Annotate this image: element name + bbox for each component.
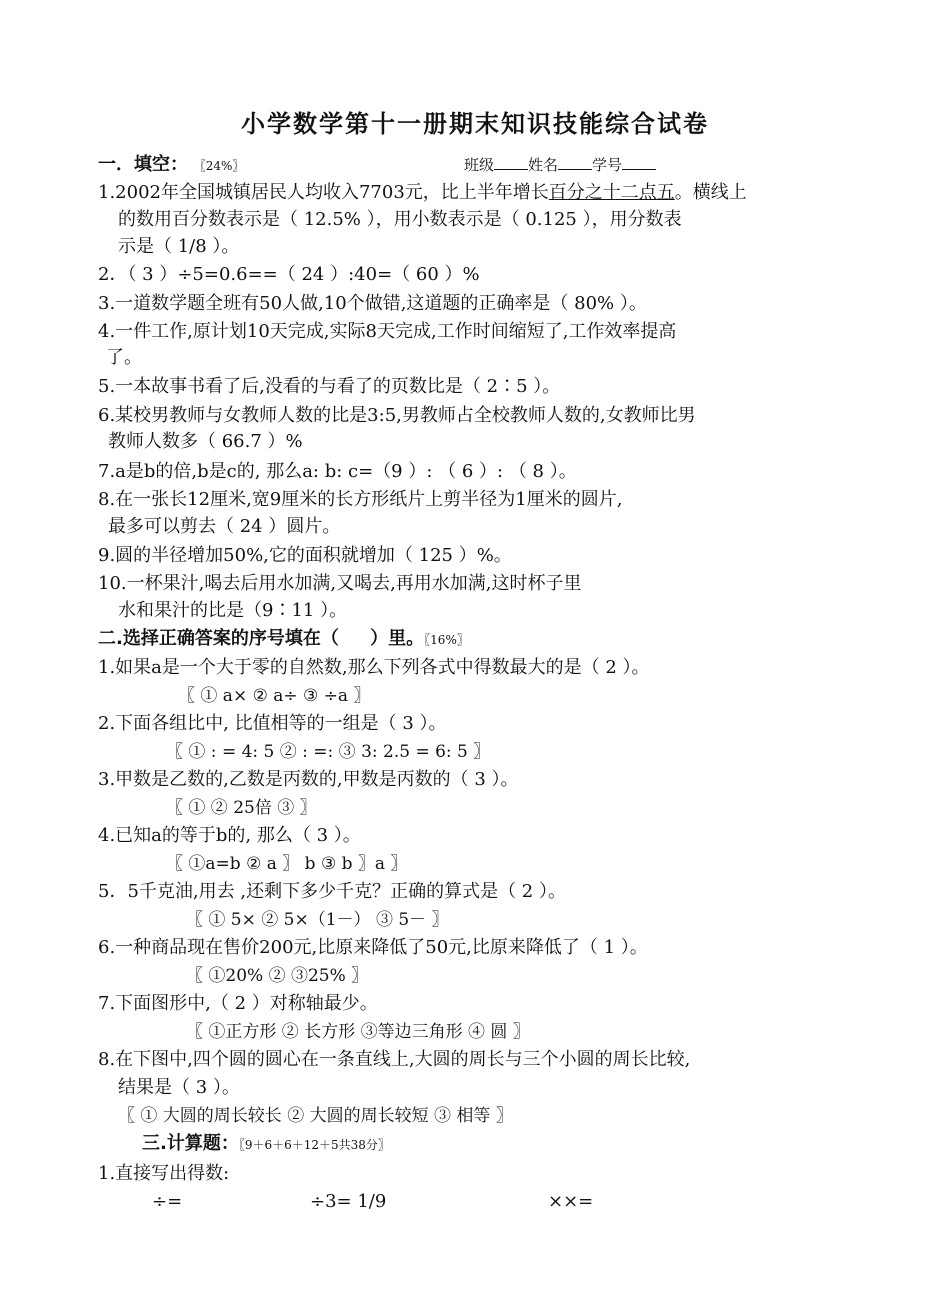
student-info	[464, 152, 656, 178]
fill-q1-line1	[98, 180, 868, 206]
fill-q1-underlined: 百分之十二点五	[548, 182, 675, 203]
section-fill-score: 〖24%〗	[193, 159, 245, 173]
fill-q5: 5.一本故事书看了后,没看的与看了的页数比是（ 2∶5 ）。	[98, 376, 561, 397]
fill-q8-line2: 最多可以剪去（ 24 ）圆片。	[108, 516, 341, 537]
choice-q4-options: 〖 ①a=b ② a 〗 b ③ b 〗a 〗	[166, 854, 408, 874]
fill-q2: 2．（ 3 ）÷5=0.6==（ 24 ）:40=（ 60 ）%	[98, 264, 480, 285]
name-label: 姓名	[528, 156, 559, 174]
section-choice-score: 〖16%〗	[424, 633, 469, 647]
fill-q1-text: 1.2002年全国城镇居民人均收入7703元，比上半年增长	[98, 182, 549, 203]
fill-q10-line2: 水和果汁的比是（9∶11 ）。	[118, 600, 348, 621]
choice-q3: 3.甲数是乙数的,乙数是丙数的,甲数是丙数的（ 3 ）。	[98, 769, 519, 790]
calc-expr-2: ÷3= 1/9	[310, 1191, 387, 1212]
section-fill-title: 一．填空：	[98, 154, 188, 175]
name-field[interactable]	[558, 155, 592, 170]
section-calc-score: 〖9＋6＋6＋12＋5共38分〗	[238, 1138, 390, 1152]
choice-q6-options: 〖 ①20% ② ③25% 〗	[186, 966, 369, 986]
fill-q4-line1: 4.一件工作,原计划10天完成,实际8天完成,工作时间缩短了,工作效率提高	[98, 321, 677, 342]
fill-q9: 9.圆的半径增加50%,它的面积就增加（ 125 ）%。	[98, 545, 512, 566]
choice-q5-options: 〖 ① 5× ② 5×（1－） ③ 5－ 〗	[186, 910, 449, 930]
choice-q8-line1: 8.在下图中,四个圆的圆心在一条直线上,大圆的周长与三个小圆的周长比较,	[98, 1049, 691, 1070]
choice-q6: 6.一种商品现在售价200元,比原来降低了50元,比原来降低了（ 1 ）。	[98, 937, 648, 958]
fill-q1-text-end: 。横线上	[674, 182, 747, 203]
fill-q1-line2: 的数用百分数表示是（ 12.5% ），用小数表示是（ 0.125 ），用分数表	[118, 209, 682, 230]
choice-q7: 7.下面图形中,（ 2 ）对称轴最少。	[98, 993, 378, 1014]
choice-q5: 5．5千克油,用去 ,还剩下多少千克？正确的算式是（ 2 ）。	[98, 881, 566, 902]
choice-q1: 1.如果a是一个大于零的自然数,那么下列各式中得数最大的是（ 2 ）。	[98, 657, 650, 678]
section-calc-header	[142, 1131, 912, 1157]
fill-q7: 7.a是b的倍,b是c的, 那么a: b: c=（9 ）: （ 6 ）: （ 8 ）。	[98, 461, 577, 482]
class-field[interactable]	[494, 155, 528, 170]
calc-expr-1: ÷=	[152, 1191, 183, 1212]
calc-q1: 1.直接写出得数:	[98, 1163, 230, 1184]
fill-q4-line2: 了。	[106, 347, 142, 368]
section-choice-title: 二.选择正确答案的序号填在（ ）里。	[98, 628, 425, 649]
section-choice-header	[98, 626, 868, 652]
choice-q1-options: 〖 ① a× ② a÷ ③ ÷a 〗	[178, 686, 371, 706]
page-title: 小学数学第十一册期末知识技能综合试卷	[241, 110, 709, 138]
fill-q6-line1: 6.某校男教师与女教师人数的比是3:5,男教师占全校教师人数的,女教师比男	[98, 405, 696, 426]
choice-q8-options: 〖 ① 大圆的周长较长 ② 大圆的周长较短 ③ 相等 〗	[118, 1106, 513, 1126]
id-field[interactable]	[622, 155, 656, 170]
class-label: 班级	[464, 156, 495, 174]
fill-q3: 3.一道数学题全班有50人做,10个做错,这道题的正确率是（ 80% ）。	[98, 293, 647, 314]
fill-q1-line3: 示是（ 1/8 ）。	[118, 236, 240, 257]
calc-expr-3: ××=	[548, 1191, 594, 1212]
choice-q2: 2.下面各组比中, 比值相等的一组是（ 3 ）。	[98, 713, 447, 734]
choice-q7-options: 〖 ①正方形 ② 长方形 ③等边三角形 ④ 圆 〗	[186, 1022, 530, 1042]
fill-q6-line2: 教师人数多（ 66.7 ）%	[108, 431, 303, 452]
choice-q8-line2: 结果是（ 3 ）。	[118, 1077, 240, 1098]
section-calc-title: 三.计算题：	[142, 1133, 239, 1154]
id-label: 学号	[592, 156, 623, 174]
choice-q4: 4.已知a的等于b的, 那么（ 3 ）。	[98, 825, 361, 846]
choice-q3-options: 〖 ① ② 25倍 ③ 〗	[166, 798, 317, 818]
fill-q8-line1: 8.在一张长12厘米,宽9厘米的长方形纸片上剪半径为1厘米的圆片,	[98, 489, 623, 510]
fill-q10-line1: 10.一杯果汁,喝去后用水加满,又喝去,再用水加满,这时杯子里	[98, 573, 582, 594]
choice-q2-options: 〖 ① : = 4: 5 ② : =: ③ 3: 2.5 = 6: 5 〗	[166, 742, 491, 762]
